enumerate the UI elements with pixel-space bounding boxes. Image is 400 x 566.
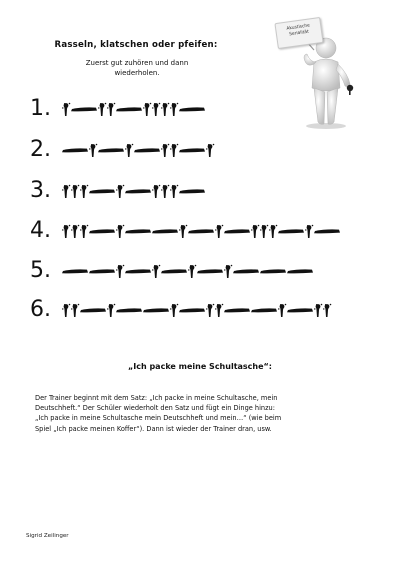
long-sound-mark <box>125 269 151 273</box>
long-sound-mark <box>179 107 205 111</box>
short-sound-mark <box>179 225 187 238</box>
long-sound-mark <box>89 269 115 273</box>
long-sound-mark <box>197 269 223 273</box>
rhythm-pattern-5 <box>62 264 382 280</box>
sign-line-2: Serialität <box>288 29 310 38</box>
author-name: Sigrid Zeilinger <box>26 533 69 539</box>
paragraph-line: Deutschheft.“ Der Schüler wiederholt den Satz und fügt ein Dinge hinzu: <box>35 404 275 413</box>
rhythm-pattern-1 <box>62 102 382 118</box>
long-sound-mark <box>125 189 151 193</box>
short-sound-mark <box>170 304 178 317</box>
long-sound-mark <box>224 229 250 233</box>
worksheet-title: Rasseln, klatschen oder pfeifen: <box>54 40 218 50</box>
short-sound-mark <box>269 225 277 238</box>
row-number: 2. <box>30 137 51 162</box>
short-sound-mark <box>143 103 151 116</box>
short-sound-mark <box>71 225 79 238</box>
short-sound-mark <box>251 225 259 238</box>
short-sound-mark <box>107 103 115 116</box>
long-sound-mark <box>62 269 88 273</box>
long-sound-mark <box>134 148 160 152</box>
instruction-line-1: Zuerst gut zuhören und dann <box>85 59 189 67</box>
short-sound-mark <box>80 225 88 238</box>
paragraph-line: Spiel „Ich packe meinen Koffer“). Dann ist wieder der Trainer dran, usw. <box>35 424 272 433</box>
instruction-text <box>52 58 222 78</box>
short-sound-mark <box>71 185 79 198</box>
short-sound-mark <box>170 185 178 198</box>
short-sound-mark <box>170 103 178 116</box>
long-sound-mark <box>179 189 205 193</box>
row-number: 1. <box>30 96 51 121</box>
short-sound-mark <box>215 225 223 238</box>
paragraph-line: „Ich packe in meine Schultasche mein Deutschheft und mein…“ (wie beim <box>35 414 282 423</box>
game-description <box>35 393 365 434</box>
short-sound-mark <box>116 225 124 238</box>
short-sound-mark <box>107 304 115 317</box>
short-sound-mark <box>260 225 268 238</box>
section-heading: „Ich packe meine Schultasche“: <box>128 362 272 371</box>
long-sound-mark <box>224 308 250 312</box>
short-sound-mark <box>161 144 169 157</box>
short-sound-mark <box>215 304 223 317</box>
rhythm-pattern-6 <box>62 303 382 319</box>
short-sound-mark <box>206 144 214 157</box>
long-sound-mark <box>314 229 340 233</box>
short-sound-mark <box>89 144 97 157</box>
instruction-line-2: wiederholen. <box>114 69 160 77</box>
short-sound-mark <box>323 304 331 317</box>
short-sound-mark <box>98 103 106 116</box>
long-sound-mark <box>260 269 286 273</box>
long-sound-mark <box>71 107 97 111</box>
long-sound-mark <box>152 229 178 233</box>
short-sound-mark <box>62 225 70 238</box>
short-sound-mark <box>305 225 313 238</box>
short-sound-mark <box>71 304 79 317</box>
long-sound-mark <box>125 229 151 233</box>
long-sound-mark <box>161 269 187 273</box>
row-number: 4. <box>30 218 51 243</box>
long-sound-mark <box>188 229 214 233</box>
long-sound-mark <box>287 308 313 312</box>
rhythm-pattern-3 <box>62 184 382 200</box>
long-sound-mark <box>80 308 106 312</box>
long-sound-mark <box>89 229 115 233</box>
short-sound-mark <box>62 103 70 116</box>
short-sound-mark <box>62 304 70 317</box>
short-sound-mark <box>161 103 169 116</box>
long-sound-mark <box>143 308 169 312</box>
long-sound-mark <box>116 308 142 312</box>
short-sound-mark <box>224 265 232 278</box>
short-sound-mark <box>152 265 160 278</box>
long-sound-mark <box>179 308 205 312</box>
rhythm-pattern-4 <box>62 224 382 240</box>
long-sound-mark <box>179 148 205 152</box>
long-sound-mark <box>233 269 259 273</box>
row-number: 3. <box>30 178 51 203</box>
short-sound-mark <box>80 185 88 198</box>
sign-line-1: Akustische <box>286 23 311 32</box>
long-sound-mark <box>62 148 88 152</box>
row-number: 5. <box>30 258 51 283</box>
row-number: 6. <box>30 297 51 322</box>
long-sound-mark <box>251 308 277 312</box>
short-sound-mark <box>314 304 322 317</box>
short-sound-mark <box>152 103 160 116</box>
short-sound-mark <box>206 304 214 317</box>
rhythm-pattern-2 <box>62 143 382 159</box>
long-sound-mark <box>278 229 304 233</box>
short-sound-mark <box>161 185 169 198</box>
short-sound-mark <box>278 304 286 317</box>
short-sound-mark <box>116 265 124 278</box>
paragraph-line: Der Trainer beginnt mit dem Satz: „Ich packe in meine Schultasche, mein <box>35 394 278 402</box>
long-sound-mark <box>89 189 115 193</box>
long-sound-mark <box>98 148 124 152</box>
short-sound-mark <box>188 265 196 278</box>
long-sound-mark <box>116 107 142 111</box>
short-sound-mark <box>116 185 124 198</box>
short-sound-mark <box>152 185 160 198</box>
long-sound-mark <box>287 269 313 273</box>
short-sound-mark <box>125 144 133 157</box>
short-sound-mark <box>170 144 178 157</box>
short-sound-mark <box>62 185 70 198</box>
